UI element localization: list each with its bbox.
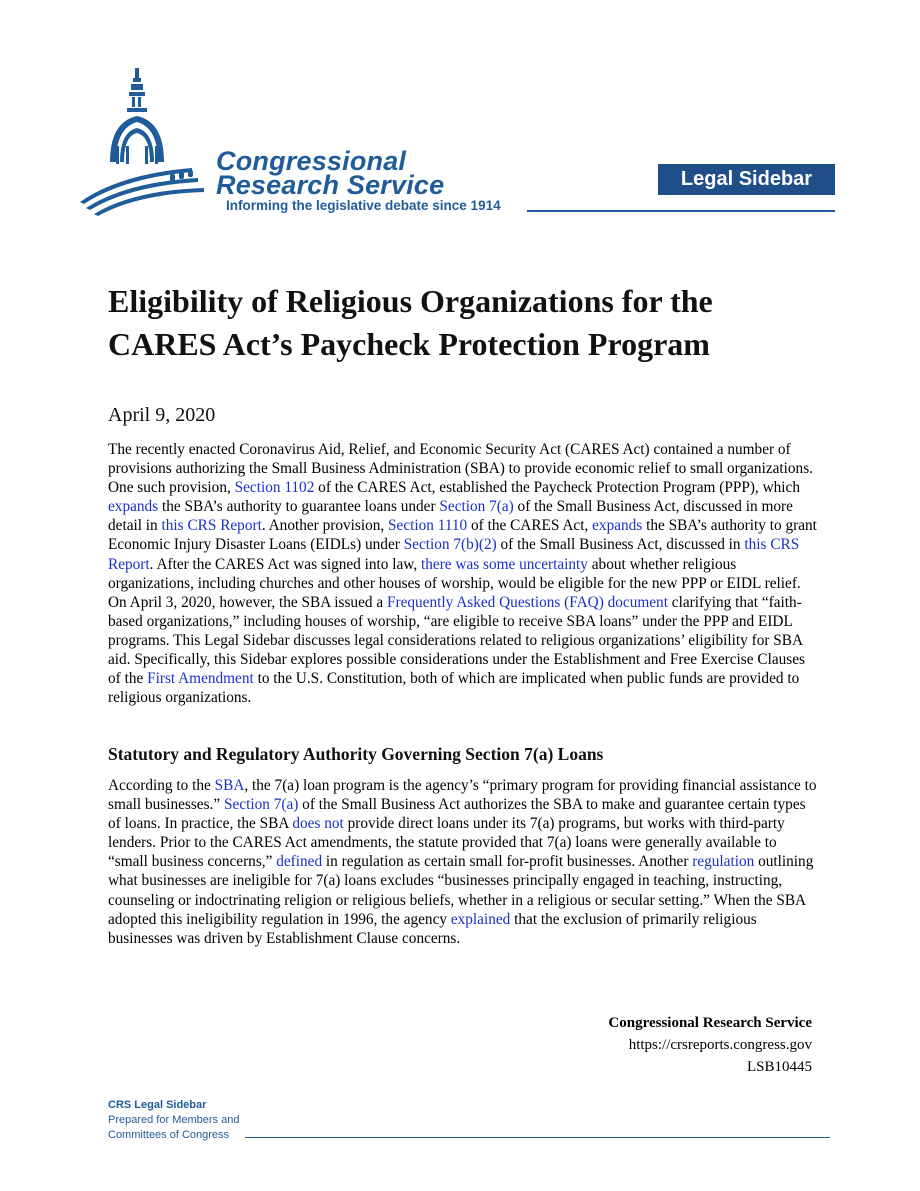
header-divider [527,210,835,212]
report-id: LSB10445 [746,1059,812,1075]
section-paragraph [108,776,820,948]
intro-paragraph [108,440,820,707]
inline-link[interactable]: expands [592,517,643,535]
org-name-line2: Research Service [216,170,445,200]
inline-link[interactable]: Section 1110 [388,517,468,535]
section-heading: Statutory and Regulatory Authority Governing Section 7(a) Loans [108,744,604,764]
text-run: , the 7(a) loan program is the agency’s “primary program for providing financial assistance to small businesses.” [108,777,817,814]
text-run: that the exclusion of primarily religious businesses was driven by Establishment Clause concerns. [108,910,757,947]
page-title: Eligibility of Religious Organizations for the CARES Act’s Paycheck Protection Program [108,283,713,362]
text-run: to the U.S. Constitution, both of which are implicated when public funds are provided to religious organizations. [108,670,800,707]
text-run: of the Small Business Act, discussed in [496,536,745,554]
text-run: . After the CARES Act was signed into law, [149,555,421,573]
inline-link[interactable]: Section 1102 [234,479,315,497]
text-run: the SBA’s authority to guarantee loans under [158,498,440,516]
inline-link[interactable]: defined [276,853,323,871]
org-tagline: Informing the legislative debate since 1914 [226,198,501,213]
footer-line2: Prepared for Members and [108,1114,240,1126]
text-run: the SBA’s authority to grant Economic Injury Disaster Loans (EIDLs) under [108,517,817,554]
footer-line3: Committees of Congress [108,1129,230,1141]
text-run: provide direct loans under its 7(a) programs, but works with third-party lenders. Prior to the CARES Act amendments, the statute provided that 7(a) loans were generally available to “small business concerns,” [108,815,785,871]
footer-line1: CRS Legal Sidebar [108,1099,207,1111]
text-run: about whether religious organizations, including churches and other houses of worship, would be eligible for the new PPP or EIDL relief. On April 3, 2020, however, the SBA issued a [108,555,801,611]
crs-name: Congressional Research Service [608,1015,812,1031]
inline-link[interactable]: SBA [214,777,245,794]
inline-link[interactable]: Section 7(a) [439,498,514,516]
inline-link[interactable]: Section 7(b)(2) [403,536,497,554]
text-run: . Another provision, [261,517,389,535]
legal-sidebar-badge: Legal Sidebar [658,164,835,195]
crs-url[interactable]: https://crsreports.congress.gov [628,1037,812,1053]
text-run: in regulation as certain small for-profit businesses. Another [322,853,693,871]
capitol-dome-icon [80,66,220,218]
inline-link[interactable]: Frequently Asked Questions (FAQ) document [386,593,668,611]
footer [108,1098,239,1143]
inline-link[interactable]: this CRS Report [108,536,800,573]
text-run: of the Small Business Act authorizes the SBA to make and guarantee certain types of loans. In practice, the SBA [108,796,806,833]
org-name-line1: Congressional [216,146,407,176]
inline-link[interactable]: Section 7(a) [224,796,299,814]
text-run: According to the [108,777,215,794]
crs-info [608,1012,812,1078]
footer-divider [245,1137,830,1138]
crs-logo [80,66,480,218]
publication-date: April 9, 2020 [108,404,216,426]
text-run: of the CARES Act, established the Paycheck Protection Program (PPP), which [314,479,800,497]
text-run: of the Small Business Act, discussed in more detail in [108,498,793,535]
text-run: of the CARES Act, [467,517,593,535]
inline-link[interactable]: does not [292,815,344,833]
text-run: clarifying that “faith-based organizations,” including houses of worship, “are eligible to receive SBA loans” under the PPP and EIDL programs. This Legal Sidebar discusses legal considerations related to religious organizations’ eligibility for SBA aid. Specifically, this Sidebar explores possible considerations under the Establishment and Free Exercise Clauses of the [108,593,805,688]
inline-link[interactable]: there was some uncertainty [421,555,588,573]
inline-link[interactable]: First Amendment [147,670,254,688]
inline-link[interactable]: regulation [692,853,755,871]
inline-link[interactable]: this CRS Report [161,517,262,535]
text-run: outlining what businesses are ineligible for 7(a) loans excludes “businesses principally engaged in teaching, instructing, counseling or indoctrinating religion or religious beliefs, whether in a religious or secular setting.” When the SBA adopted this ineligibility regulation in 1996, the agency [108,853,814,928]
inline-link[interactable]: expands [108,498,159,516]
inline-link[interactable]: explained [450,910,511,928]
text-run: The recently enacted Coronavirus Aid, Relief, and Economic Security Act (CARES Act) contained a number of provisions authorizing the Small Business Administration (SBA) to provide economic relief to small organizations. One such provision, [108,441,813,497]
